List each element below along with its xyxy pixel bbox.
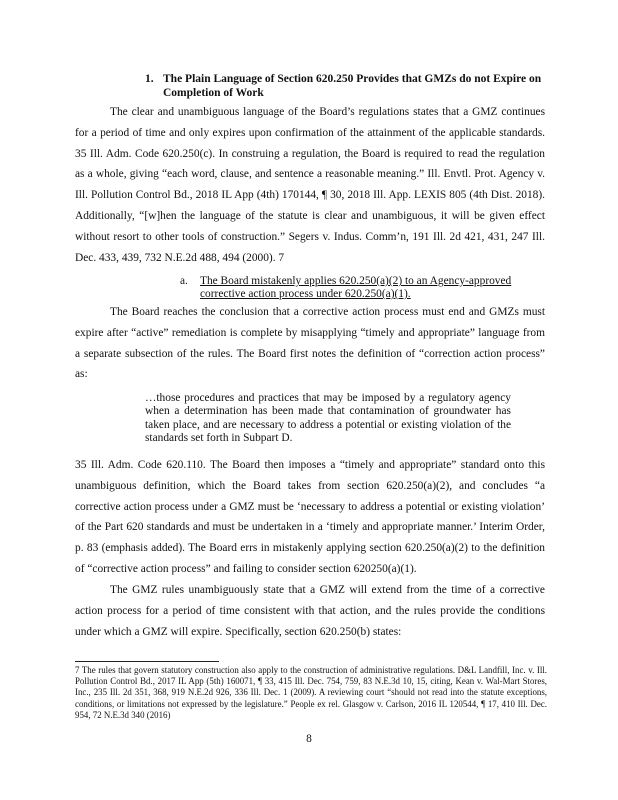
footnote-7: 7 The rules that govern statutory construction also apply to the construction of administrative regulations. D&L Landfill, Inc. v. Ill. Pollution Control Bd., 2017 IL App (5th) 160071, ¶ 33, 415 Ill. Dec. 754, 759, 83 N.E.3d 10, 15, citing, Kean v. Wal-Mart Stores, Inc., 235 Ill. 2d 351, 368, 919 N.E.2d 926, 336 Ill. Dec. 1 (2009). A reviewing court “should not read into the statute exceptions, conditions, or limitations not expressed by the legislature.” People ex rel. Glasgow v. Carlson, 2016 IL 120544, ¶ 17, 410 Ill. Dec. 954, 72 N.E.3d 340 (2016) (75, 665, 547, 720)
block-quote: …those procedures and practices that may be imposed by a regulatory agency when a determination has been made that contamination of groundwater has taken place, and are necessary to address a potential or existing violation of the standards set forth in Subpart D. (145, 392, 511, 445)
paragraph-gmz-rules: The GMZ rules unambiguously state that a GMZ will extend from the time of a corrective action process for a period of time consistent with that action, and the rules provide the conditions under which a GMZ will expire. Specifically, section 620.250(b) states: (75, 584, 545, 638)
page-number: 8 (306, 733, 312, 745)
paragraph-plain-language: The clear and unambiguous language of the Board’s regulations states that a GMZ continues for a period of time and only expires upon confirmation of the attainment of the applicable standards. 35 Ill. Adm. Code 620.250(c). In construing a regulation, the Board is required to read the regulation as a whole, giving “each word, clause, and sentence a reasonable meaning.” Ill. Envtl. Prot. Agency v. Ill. Pollution Control Bd., 2018 IL App (4th) 170144, ¶ 30, 2018 Ill. App. LEXIS 805 (4th Dist. 2018). Additionally, “[w]hen the language of the statute is clear and unambiguous, it will be given effect without resort to other tools of construction.” Segers v. Indus. Comm’n, 191 Ill. 2d 421, 431, 247 Ill. Dec. 433, 439, 732 N.E.2d 488, 494 (2000). 7 (75, 106, 545, 264)
paragraph-definition-citation: 35 Ill. Adm. Code 620.110. The Board then imposes a “timely and appropriate” standard onto this unambiguous definition, which the Board takes from section 620.250(a)(2), and concludes “a corrective action process under a GMZ must be ‘necessary to address a potential or existing violation’ of the Part 620 standards and must be undertaken in a ‘timely and appropriate manner.’ Interim Order, p. 83 (emphasis added). The Board errs in mistakenly applying section 620.250(a)(2) to the definition of “corrective action process” and failing to consider section 620250(a)(1). (75, 459, 545, 575)
paragraph-board-conclusion: The Board reaches the conclusion that a corrective action process must end and GMZs must expire after “active” remediation is complete by misapplying “timely and appropriate” language from a separate subsection of the rules. The Board first notes the definition of “correction action process” as: (75, 306, 545, 381)
footnote-divider (75, 661, 219, 662)
subheading-label: a. (180, 275, 188, 287)
section-heading-text: The Plain Language of Section 620.250 Provides that GMZs do not Expire on Completion of Work (163, 73, 542, 99)
section-heading-number: 1. (145, 73, 154, 85)
subheading-text: The Board mistakenly applies 620.250(a)(2) to an Agency-approved corrective action process under 620.250(a)(1). (200, 275, 512, 300)
